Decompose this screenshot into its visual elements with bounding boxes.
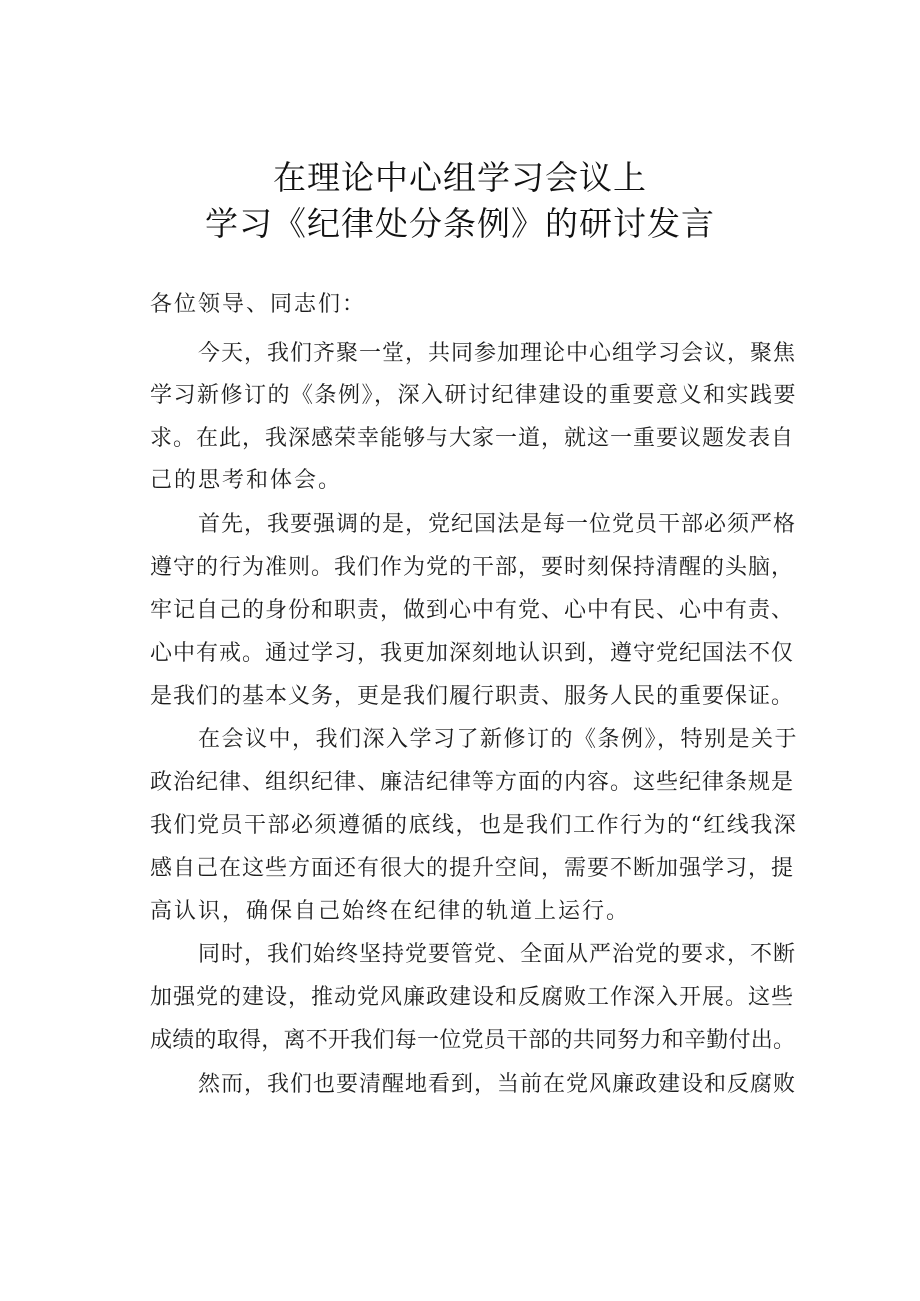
title-line-1: 在理论中心组学习会议上 [273, 158, 647, 197]
paragraph-line: 求。在此，我深感荣幸能够与大家一道，就这一重要议题发表自 [150, 426, 795, 451]
paragraph-line: 遵守的行为准则。我们作为党的干部，要时刻保持清醒的头脑， [150, 555, 795, 580]
paragraph-line: 己的思考和体会。 [150, 468, 343, 493]
paragraph-line: 首先，我要强调的是，党纪国法是每一位党员干部必须严格 [198, 512, 797, 537]
paragraph-line: 学习新修订的《条例》，深入研讨纪律建设的重要意义和实践要 [150, 383, 798, 408]
paragraph-line: 感自己在这些方面还有很大的提升空间，需要不断加强学习，提 [150, 856, 795, 881]
paragraph-line: 是我们的基本义务，更是我们履行职责、服务人民的重要保证。 [150, 684, 795, 709]
paragraph-line: 高认识，确保自己始终在纪律的轨道上运行。 [150, 899, 631, 924]
paragraph-line: 加强党的建设，推动党风廉政建设和反腐败工作深入开展。这些 [150, 985, 795, 1010]
salutation: 各位领导、同志们： [150, 292, 367, 317]
paragraph-line: 我们党员干部必须遵循的底线，也是我们工作行为的“红线我深 [150, 813, 798, 838]
paragraph-line: 心中有戒。通过学习，我更加深刻地认识到，遵守党纪国法不仅 [150, 641, 795, 666]
paragraph-line: 在会议中，我们深入学习了新修订的《条例》，特别是关于 [198, 727, 799, 752]
paragraph-line: 政治纪律、组织纪律、廉洁纪律等方面的内容。这些纪律条规是 [150, 770, 795, 795]
paragraph-line: 今天，我们齐聚一堂，共同参加理论中心组学习会议，聚焦 [198, 341, 797, 366]
paragraph-line: 同时，我们始终坚持党要管党、全面从严治党的要求，不断 [198, 942, 797, 967]
paragraph-line: 然而，我们也要清醒地看到，当前在党风廉政建设和反腐败 [198, 1072, 797, 1097]
title-line-2: 学习《纪律处分条例》的研讨发言 [205, 204, 715, 243]
paragraph-line: 成绩的取得，离不开我们每一位党员干部的共同努力和辛勤付出。 [150, 1028, 796, 1053]
paragraph-line: 牢记自己的身份和职责，做到心中有党、心中有民、心中有责、 [150, 598, 795, 623]
